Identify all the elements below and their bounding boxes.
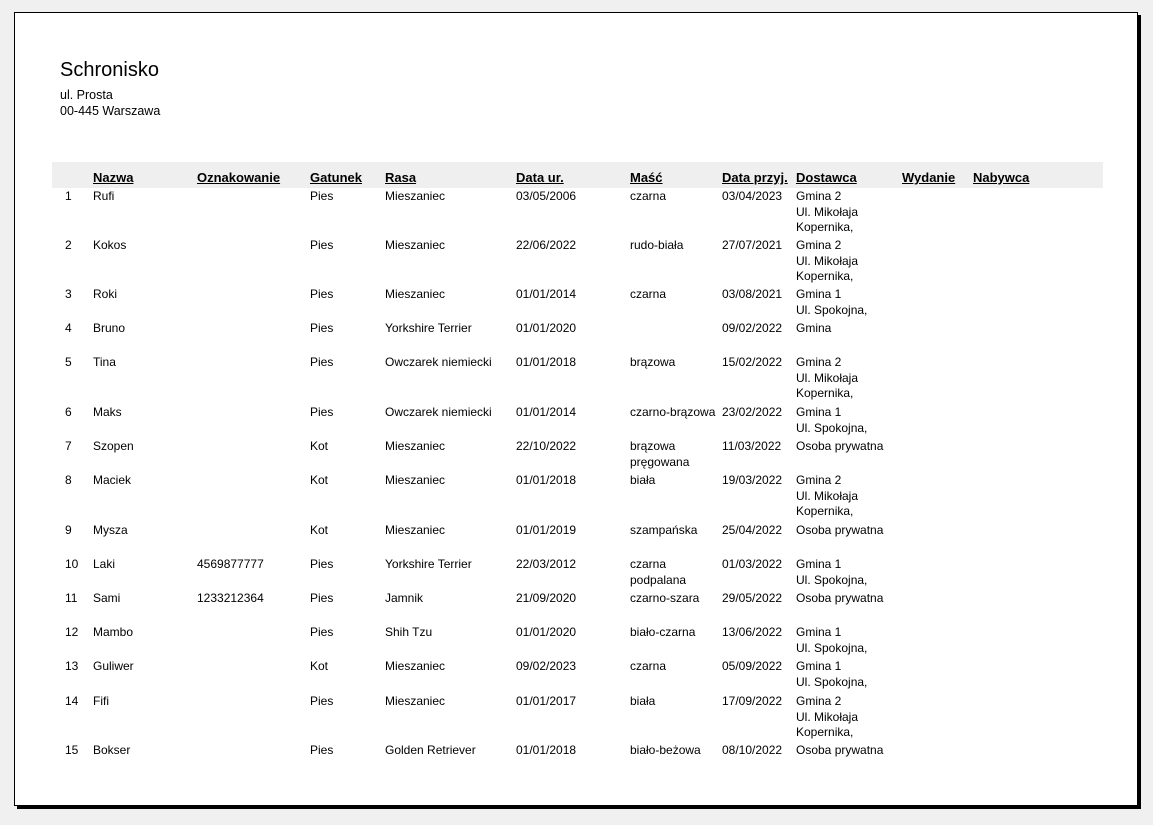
cell-dostawca-line: Kopernika, (796, 386, 854, 400)
cell-data-ur: 01/01/2014 (516, 287, 577, 301)
cell-nazwa: Rufi (93, 189, 115, 203)
row-number: 5 (65, 355, 72, 369)
column-header-data-ur: Data ur. (516, 170, 564, 185)
cell-data-przyj: 17/09/2022 (722, 694, 783, 708)
cell-data-przyj: 09/02/2022 (722, 321, 783, 335)
cell-dostawca-line: Kopernika, (796, 220, 854, 234)
cell-rasa: Owczarek niemiecki (385, 355, 492, 369)
cell-dostawca-line: Ul. Mikołaja (796, 204, 859, 219)
cell-nazwa: Tina (93, 355, 116, 369)
cell-rasa: Owczarek niemiecki (385, 405, 492, 419)
organization-street: ul. Prosta (60, 88, 113, 102)
cell-gatunek: Kot (310, 659, 329, 673)
cell-dostawca (796, 321, 831, 337)
cell-nazwa: Mysza (93, 523, 128, 537)
row-number: 13 (65, 659, 79, 673)
cell-masc (630, 405, 715, 421)
row-number: 6 (65, 405, 72, 419)
cell-nazwa: Maciek (93, 473, 132, 487)
cell-data-przyj: 11/03/2022 (722, 439, 782, 453)
cell-dostawca-line: Gmina 1 (796, 405, 842, 419)
cell-dostawca (796, 523, 883, 539)
cell-dostawca-line: Ul. Mikołaja (796, 253, 859, 268)
cell-dostawca (796, 694, 858, 741)
cell-dostawca-line: Gmina 2 (796, 355, 842, 369)
row-number: 15 (65, 743, 79, 757)
cell-gatunek: Pies (310, 405, 334, 419)
row-number: 2 (65, 238, 72, 252)
cell-gatunek: Kot (310, 523, 329, 537)
cell-dostawca (796, 405, 867, 436)
cell-data-ur: 03/05/2006 (516, 189, 577, 203)
cell-dostawca-line: Kopernika, (796, 725, 854, 739)
row-number: 1 (65, 189, 72, 203)
cell-dostawca-line: Kopernika, (796, 269, 854, 283)
cell-dostawca-line: Ul. Spokojna, (796, 640, 868, 655)
cell-gatunek: Pies (310, 743, 334, 757)
cell-dostawca (796, 659, 867, 690)
cell-dostawca-line: Osoba prywatna (796, 523, 884, 537)
cell-dostawca-line: Ul. Spokojna, (796, 572, 868, 587)
cell-masc-line: biało-beżowa (630, 743, 701, 757)
cell-dostawca-line: Gmina 2 (796, 189, 842, 203)
cell-data-ur: 01/01/2014 (516, 405, 577, 419)
cell-gatunek: Pies (310, 355, 334, 369)
cell-dostawca (796, 473, 858, 520)
cell-rasa: Golden Retriever (385, 743, 476, 757)
cell-data-ur: 01/01/2019 (516, 523, 577, 537)
cell-data-ur: 22/06/2022 (516, 238, 577, 252)
row-number: 7 (65, 439, 72, 453)
cell-masc (630, 591, 699, 607)
cell-masc (630, 473, 655, 489)
row-number: 8 (65, 473, 72, 487)
cell-masc-line: podpalana (630, 572, 687, 587)
cell-data-ur: 21/09/2020 (516, 591, 577, 605)
cell-masc-line: czarno-brązowa (630, 405, 716, 419)
cell-nazwa: Laki (93, 557, 116, 571)
cell-dostawca-line: Ul. Mikołaja (796, 370, 859, 385)
cell-data-przyj: 13/06/2022 (722, 625, 783, 639)
cell-masc-line: czarna (630, 287, 667, 301)
cell-data-ur: 01/01/2018 (516, 473, 577, 487)
cell-dostawca-line: Gmina 1 (796, 625, 842, 639)
cell-dostawca-line: Kopernika, (796, 504, 854, 518)
cell-gatunek: Pies (310, 238, 334, 252)
organization-name: Schronisko (60, 59, 159, 81)
cell-masc-line: czarna (630, 189, 667, 203)
cell-masc-line: biało-czarna (630, 625, 696, 639)
cell-dostawca-line: Ul. Spokojna, (796, 420, 868, 435)
cell-nazwa: Kokos (93, 238, 127, 252)
row-number: 14 (65, 694, 79, 708)
column-header-nazwa: Nazwa (93, 170, 134, 185)
cell-dostawca-line: Osoba prywatna (796, 743, 884, 757)
cell-rasa: Mieszaniec (385, 439, 446, 453)
column-header-wydanie: Wydanie (902, 170, 956, 185)
cell-data-ur: 22/10/2022 (516, 439, 577, 453)
cell-data-ur: 01/01/2018 (516, 355, 577, 369)
cell-data-przyj: 19/03/2022 (722, 473, 783, 487)
cell-dostawca (796, 355, 858, 402)
cell-nazwa: Guliwer (93, 659, 134, 673)
row-number: 11 (65, 591, 78, 605)
cell-dostawca-line: Ul. Mikołaja (796, 488, 859, 503)
cell-gatunek: Pies (310, 625, 334, 639)
cell-data-przyj: 03/04/2023 (722, 189, 783, 203)
cell-rasa: Mieszaniec (385, 287, 446, 301)
cell-rasa: Mieszaniec (385, 189, 446, 203)
cell-rasa: Yorkshire Terrier (385, 321, 472, 335)
cell-masc-line: biała (630, 473, 656, 487)
cell-data-ur: 22/03/2012 (516, 557, 577, 571)
cell-masc-line: biała (630, 694, 656, 708)
row-number: 9 (65, 523, 72, 537)
cell-gatunek: Pies (310, 321, 334, 335)
cell-nazwa: Szopen (93, 439, 134, 453)
row-number: 12 (65, 625, 79, 639)
cell-rasa: Mieszaniec (385, 659, 446, 673)
cell-rasa: Jamnik (385, 591, 424, 605)
cell-gatunek: Pies (310, 557, 334, 571)
cell-data-przyj: 25/04/2022 (722, 523, 783, 537)
cell-rasa: Yorkshire Terrier (385, 557, 472, 571)
row-number: 10 (65, 557, 79, 571)
cell-data-przyj: 08/10/2022 (722, 743, 783, 757)
cell-gatunek: Pies (310, 694, 334, 708)
cell-masc (630, 287, 666, 303)
cell-data-przyj: 15/02/2022 (722, 355, 783, 369)
report-page (14, 12, 1138, 806)
column-header-masc: Maść (630, 170, 663, 185)
cell-masc (630, 743, 701, 759)
cell-gatunek: Pies (310, 189, 334, 203)
cell-masc (630, 659, 666, 675)
column-header-dostawca: Dostawca (796, 170, 857, 185)
cell-oznakowanie: 4569877777 (197, 557, 264, 571)
cell-dostawca-line: Gmina 2 (796, 694, 842, 708)
cell-masc-line: brązowa (630, 355, 676, 369)
cell-rasa: Mieszaniec (385, 523, 446, 537)
cell-dostawca-line: Gmina (796, 321, 832, 335)
cell-dostawca (796, 439, 883, 455)
cell-nazwa: Maks (93, 405, 122, 419)
cell-data-przyj: 27/07/2021 (722, 238, 783, 252)
cell-masc (630, 189, 666, 205)
cell-data-przyj: 29/05/2022 (722, 591, 783, 605)
cell-masc-line: czarna (630, 659, 667, 673)
cell-dostawca-line: Ul. Mikołaja (796, 709, 859, 724)
cell-masc (630, 523, 697, 539)
cell-dostawca-line: Gmina 2 (796, 473, 842, 487)
cell-masc-line: czarno-szara (630, 591, 700, 605)
cell-dostawca (796, 287, 867, 318)
cell-data-ur: 09/02/2023 (516, 659, 577, 673)
cell-data-przyj: 23/02/2022 (722, 405, 783, 419)
cell-rasa: Mieszaniec (385, 694, 446, 708)
cell-rasa: Mieszaniec (385, 473, 446, 487)
cell-data-ur: 01/01/2020 (516, 625, 577, 639)
cell-dostawca-line: Osoba prywatna (796, 439, 884, 453)
row-number: 3 (65, 287, 72, 301)
cell-masc (630, 355, 675, 371)
cell-data-przyj: 01/03/2022 (722, 557, 783, 571)
cell-dostawca (796, 743, 883, 759)
column-header-gatunek: Gatunek (310, 170, 363, 185)
cell-nazwa: Bokser (93, 743, 131, 757)
cell-masc (630, 694, 655, 710)
cell-masc (630, 625, 695, 641)
cell-data-ur: 01/01/2017 (516, 694, 577, 708)
cell-dostawca (796, 557, 867, 588)
cell-masc-line: pręgowana (630, 454, 690, 469)
cell-nazwa: Sami (93, 591, 121, 605)
cell-data-przyj: 03/08/2021 (722, 287, 783, 301)
cell-data-przyj: 05/09/2022 (722, 659, 783, 673)
cell-data-ur: 01/01/2020 (516, 321, 577, 335)
column-header-rasa: Rasa (385, 170, 417, 185)
cell-nazwa: Bruno (93, 321, 126, 335)
cell-dostawca-line: Osoba prywatna (796, 591, 884, 605)
cell-dostawca (796, 238, 858, 285)
cell-dostawca-line: Gmina 1 (796, 287, 842, 301)
cell-gatunek: Kot (310, 439, 329, 453)
cell-dostawca-line: Gmina 2 (796, 238, 842, 252)
cell-nazwa: Roki (93, 287, 118, 301)
column-header-data-przyj: Data przyj. (722, 170, 788, 185)
cell-nazwa: Mambo (93, 625, 134, 639)
cell-dostawca (796, 625, 867, 656)
cell-masc (630, 238, 683, 254)
cell-masc (630, 557, 686, 588)
cell-gatunek: Kot (310, 473, 329, 487)
cell-masc-line: rudo-biała (630, 238, 684, 252)
cell-rasa: Shih Tzu (385, 625, 433, 639)
cell-masc-line: szampańska (630, 523, 698, 537)
cell-dostawca (796, 189, 858, 236)
cell-dostawca-line: Gmina 1 (796, 557, 842, 571)
cell-nazwa: Fifi (93, 694, 109, 708)
cell-dostawca-line: Ul. Spokojna, (796, 302, 868, 317)
cell-dostawca-line: Ul. Spokojna, (796, 674, 868, 689)
cell-rasa: Mieszaniec (385, 238, 446, 252)
organization-city: 00-445 Warszawa (60, 104, 161, 118)
column-header-nabywca: Nabywca (973, 170, 1030, 185)
cell-masc-line: czarna (630, 557, 667, 571)
cell-masc (630, 439, 689, 470)
cell-gatunek: Pies (310, 591, 334, 605)
cell-masc-line: brązowa (630, 439, 676, 453)
cell-dostawca (796, 591, 883, 607)
row-number: 4 (65, 321, 72, 335)
cell-gatunek: Pies (310, 287, 334, 301)
column-header-oznakowanie: Oznakowanie (197, 170, 281, 185)
cell-dostawca-line: Gmina 1 (796, 659, 842, 673)
cell-oznakowanie: 1233212364 (197, 591, 264, 605)
cell-data-ur: 01/01/2018 (516, 743, 577, 757)
